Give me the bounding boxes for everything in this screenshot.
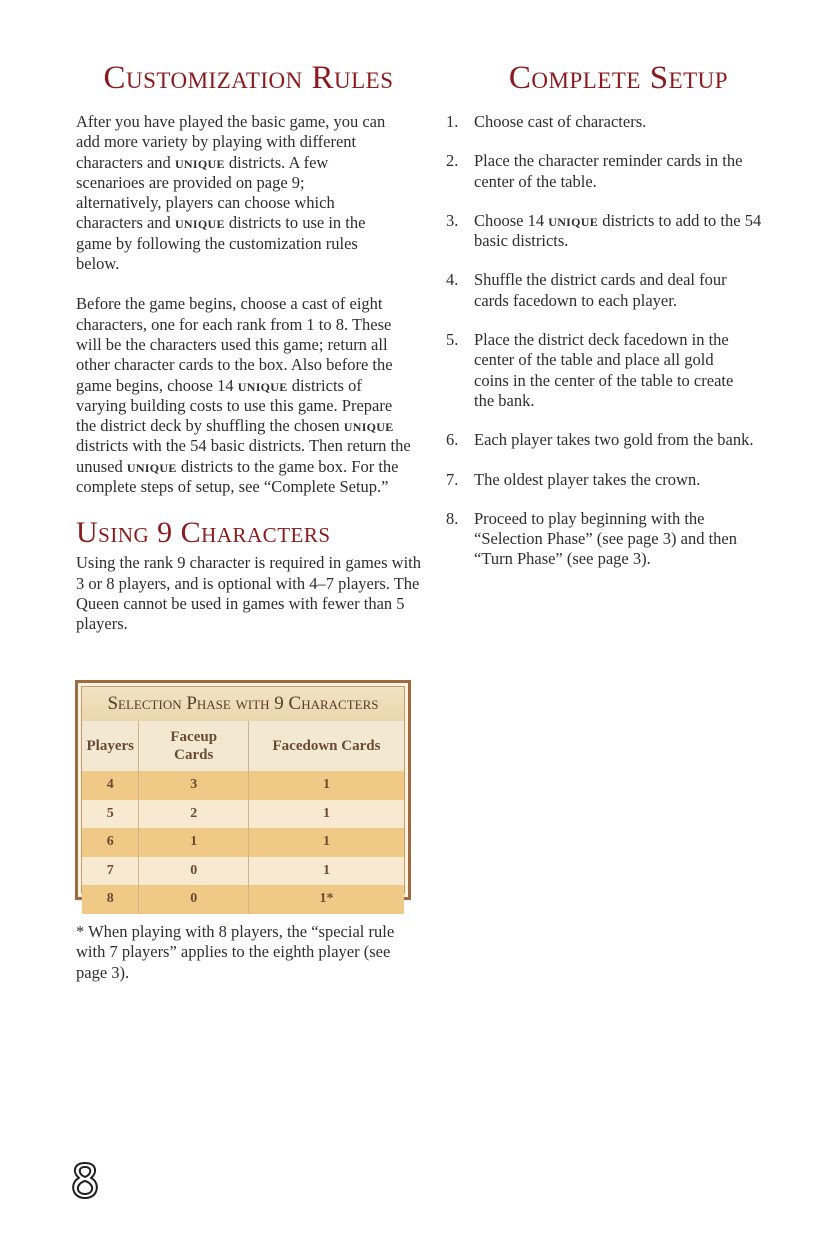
cell-facedown: 1 xyxy=(248,771,404,800)
cell-players: 7 xyxy=(82,857,139,886)
cell-faceup: 3 xyxy=(139,771,248,800)
header-facedown-cards: Facedown Cards xyxy=(248,721,404,771)
list-item xyxy=(446,509,791,570)
complete-setup-heading: Complete Setup xyxy=(508,60,729,96)
cell-players: 8 xyxy=(82,885,139,914)
cell-players: 4 xyxy=(82,771,139,800)
text-run: Shuffle the district cards and deal four cards facedown to each player. xyxy=(474,270,727,310)
list-item xyxy=(446,430,791,450)
text-run: Choose cast of characters. xyxy=(474,112,647,131)
table-row xyxy=(82,828,404,857)
cell-facedown: 1 xyxy=(248,800,404,829)
step-number: 2. xyxy=(446,151,459,171)
left-column xyxy=(76,58,421,635)
table-row xyxy=(82,771,404,800)
unique-term: unique xyxy=(548,210,599,230)
cell-facedown: 1 xyxy=(248,828,404,857)
unique-term: unique xyxy=(237,375,288,395)
list-item xyxy=(446,151,791,192)
setup-instructions-paragraph xyxy=(76,294,411,497)
cell-faceup: 0 xyxy=(139,857,248,886)
list-item xyxy=(446,112,791,132)
step-text xyxy=(474,509,791,570)
step-text xyxy=(474,470,791,490)
step-text xyxy=(474,112,791,132)
step-number: 1. xyxy=(446,112,459,131)
step-number: 7. xyxy=(446,469,459,489)
list-item xyxy=(446,470,791,490)
step-number: 4. xyxy=(446,270,459,290)
cell-players: 5 xyxy=(82,800,139,829)
header-faceup-cards: Faceup Cards xyxy=(139,721,248,771)
rank-9-paragraph: Using the rank 9 character is required in games with 3 or 8 players, and is optional with 4–7 players. The Queen cannot be used in games with fewer than 5 players. xyxy=(76,553,422,634)
table-inner-border xyxy=(81,686,405,907)
text-run: Choose 14 xyxy=(474,210,549,230)
step-number: 5. xyxy=(446,330,459,350)
table-row xyxy=(82,857,404,886)
text-run: Place the district deck facedown in the center of the table and place all gold coins in the center of the table to create the bank. xyxy=(474,330,734,410)
cell-players: 6 xyxy=(82,828,139,857)
list-item xyxy=(446,270,791,311)
setup-steps-list xyxy=(446,112,791,570)
customization-paragraph xyxy=(76,112,391,274)
using-9-characters-heading: Using 9 Characters xyxy=(76,516,331,550)
page-number xyxy=(68,1160,102,1202)
text-run: Each player takes two gold from the bank. xyxy=(474,430,754,450)
unique-term: unique xyxy=(174,152,225,172)
header-players: Players xyxy=(82,721,139,771)
cell-facedown: 1* xyxy=(248,885,404,914)
text-run: Place the character reminder cards in the center of the table. xyxy=(474,151,743,191)
step-number: 3. xyxy=(446,210,459,230)
text-run: districts with the 54 basic districts. Then return the unused xyxy=(76,436,411,476)
table-grid xyxy=(82,721,404,914)
selection-phase-table xyxy=(75,680,411,907)
text-run: districts to use in the game by following the customization rules below. xyxy=(76,213,366,274)
footnote: * When playing with 8 players, the “special rule with 7 players” applies to the eighth player (see page 3). xyxy=(76,922,395,982)
step-text xyxy=(474,330,791,411)
text-run: The oldest player takes the crown. xyxy=(474,469,701,489)
step-text xyxy=(474,430,791,450)
text-run: Proceed to play beginning with the “Selection Phase” (see page 3) and then “Turn Phase” (see page 3). xyxy=(474,508,737,569)
table-row xyxy=(82,800,404,829)
step-text xyxy=(474,151,791,192)
text-run: Before the game begins, choose a cast of eight characters, one for each rank from 1 to 8. These will be the characters used this game; return all other character cards to the box. Also before the game begins, choose 14 xyxy=(76,294,393,395)
text-run: districts of varying building costs to use this game. Prepare the district deck by shuffling the chosen xyxy=(76,375,393,436)
cell-facedown: 1 xyxy=(248,857,404,886)
table-row xyxy=(82,885,404,914)
cell-faceup: 0 xyxy=(139,885,248,914)
text-run: districts to the game box. For the complete steps of setup, see “Complete Setup.” xyxy=(76,456,399,497)
step-number: 6. xyxy=(446,430,459,450)
page-number-glyph xyxy=(68,1160,102,1202)
cell-faceup: 2 xyxy=(139,800,248,829)
list-item xyxy=(446,330,791,411)
unique-term: unique xyxy=(126,456,177,476)
step-number: 8. xyxy=(446,508,459,528)
step-text xyxy=(474,211,791,252)
right-column xyxy=(446,58,791,589)
text-run: districts to add to the 54 basic districts. xyxy=(474,210,762,251)
unique-term: unique xyxy=(174,213,225,233)
table-header-row xyxy=(82,721,404,771)
table-title: Selection Phase with 9 Characters xyxy=(82,687,404,721)
text-run: After you have played the basic game, you can add more variety by playing with different characters and xyxy=(76,112,386,172)
text-run: districts. A few scenarioes are provided on page 9; alternatively, players can choose which characters and xyxy=(76,152,335,233)
unique-term: unique xyxy=(343,416,394,436)
customization-rules-heading: Customization Rules xyxy=(103,60,394,96)
list-item xyxy=(446,211,791,252)
step-text xyxy=(474,270,791,311)
cell-faceup: 1 xyxy=(139,828,248,857)
